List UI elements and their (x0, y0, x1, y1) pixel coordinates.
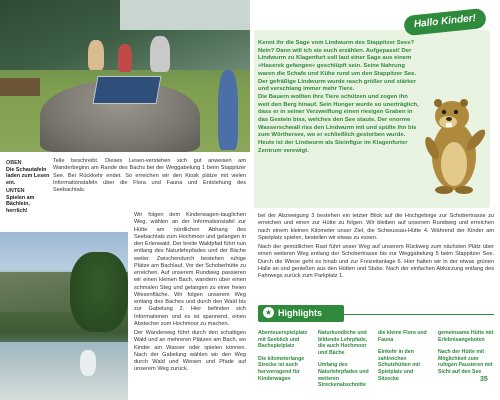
highlights-divider (344, 314, 494, 315)
photo-sky-area (120, 0, 250, 30)
star-icon: ★ (264, 308, 273, 317)
caption-label: OBEN (6, 160, 22, 166)
photo-stream (0, 342, 128, 400)
highlights-title: Highlights (278, 308, 322, 318)
photo-child (218, 70, 238, 150)
photo-stream-playing (0, 232, 128, 400)
kids-title-badge: Hallo Kinder! (403, 8, 487, 36)
highlight-item: die kleine Flora und Fauna (378, 330, 427, 343)
body-text-right (258, 213, 494, 282)
kids-story-text (258, 40, 420, 156)
highlights-column (258, 330, 314, 388)
paragraph: bei der Abzweigung 3 bestehen ein letzter Blick auf die Hochgebirge zur Schobertrasse zu erreichen und einen zur Hütte zu folgen. Wir bleiben auf unserem Rundweg und erreichen nach einem kleinen Kilometer unser Ziel, die Schwussau-Hütte 4. Während der Kinder am Spielplatz spielen, bestellen wir etwas zu essen. (258, 213, 494, 241)
highlight-item: gemeinsame Hütte mit Erlebnisangeboten (438, 330, 494, 343)
highlights-column (438, 330, 494, 382)
highlight-item: Umfang des Naturlehrpfades und weiteren Streckenabschnitte (318, 362, 369, 389)
body-text-left (53, 158, 246, 196)
page-number: 35 (480, 376, 488, 383)
paragraph: Nach der gemütlichen Rast führt unser Weg auf unserem Rückweg zum nächsten Plätz über einen weiteren Weg entlang der Schobertrasse bis zur Weggabelung 5 beim Stappitzer See. Durch die Wiese geht es hinab und zur Freizeitanlage 6. Hier halten wir in der etwas grünen Halle an und genießen aus den Hütten und Stube. Nach der einfachen Abkürzung entlang des Fahrwegs zurück zum Parkplatz 1. (258, 244, 494, 279)
caption-top (6, 160, 50, 186)
highlights-column (378, 330, 434, 388)
photo-person (80, 350, 96, 376)
photo-child (150, 36, 170, 72)
marmot-mascot-icon (418, 92, 488, 196)
paragraph: Teile beschreibt. Dieses Lesen-verstehen sich gut anweisen am Wanderbeginn am Rande des Bachs bei der Weggabelung 1 beim Stappitzer See. Bei Rückkehr endet. So erreichen wir den Kiosk plätze mit vielen Informationstafeln über die Flora und Fauna und Entstehung des Seebachtals. (53, 158, 246, 193)
photo-tree (70, 252, 128, 332)
highlight-item: Abenteuerspielplatz mit Seeblick und Bachspielplatz (258, 330, 308, 350)
kids-paragraph: Die Bauern wollten ihre Tiere schützen und zogen ihn weit den Berg hinauf. Sein Hunger wurde so unerträglich, dass er in seiner Verzweiflung einen riesigen Graben in das Gestein biss, welches den See staute. Der enorme Wasserschwall riss den Lindwurm mit und spülte ihn bis zum Wörthersee, wo er schließlich gestorben wurde. Heute ist der Lindwurm als Steinfigur im Klagenfurter Zentrum verewigt. (258, 93, 419, 154)
paragraph: Wir folgen dem Kinderwagen-tauglichen Weg, wählen an der Informationstafel zur Hütte am nördlichen Abhang des Seebachtals zum Hochmoor und gelangen in den Erlenwald. Der breite Waldpfad führt nun entlang des Naturlehrpfades und der Bäche weiter. Zwischendurch bestehen ruhige Plätze am Bachlauf. Vor der Schoberhütte zu erreichen. Auf unserem Rundweg passieren wir einen kleinen Bach, wandern über einen schmalen Steg und gelangen zu einer freien Wiesenfläche. Wir folgen unserem Weg entlang des Baches und durch den Wald bis zur Gabelung 2. Hier befinden sich Informationen und es ist spannend, einen Abstecher zum Hochmoor zu machen. (134, 212, 246, 327)
caption-text: Die Schautafeln laden zum Lesen ein. (6, 166, 50, 186)
caption-text: Spielen am Bächlein, herrlich! (6, 194, 35, 214)
kids-paragraph: Kennt ihr die Sage vom Lindwurm des Stappitzer Sees? Nein? Dann will ich sie euch erzählen. Aufgepasst! Der Lindwurm zu Klagenfurt soll laut einer Sage aus einem »Haserek gefangen« geschlüpft sein. Seine Nahrung waren die Schafe und Kühe rund um den Stappitzer See. Der gefräßige Lindwurm wurde rasch größer und stärker und verschlang immer mehr Tiere. (258, 40, 417, 93)
highlights-column (318, 330, 374, 395)
highlight-item: Nach der Hütte mit Möglichkeit zum ruhigen Pausieren mit Sicht auf den See (438, 349, 493, 375)
highlight-item: Naturkundliche und bildende Lehrpfade, die auch Hochmoor und Bäche (318, 330, 368, 356)
paragraph: Der Wanderweg führt durch den schattigen Wald und an mehreren Plätzen am Bach, wo Kinder am Wasser oder spielen können. Nach der Gabelung wählen wir den Weg durch Wald und Wiesen und Pfade auf unserem Weg zurück. (134, 330, 246, 373)
photo-schautafel-children (0, 0, 250, 152)
body-text-left-narrow (134, 212, 246, 376)
caption-label: UNTEN (6, 188, 25, 194)
highlight-item: Einkehr in den zahlreichen Schutzhütten mit Spielplatz und Sitzecke (378, 349, 421, 382)
caption-bottom (6, 188, 50, 214)
photo-child (88, 40, 104, 70)
photo-bench (0, 78, 40, 96)
highlights-heading (258, 305, 344, 322)
photo-child (118, 44, 132, 72)
highlight-item: Die kilometerlange Strecke ist auch hervorragend für Kinderwagen (258, 355, 305, 382)
photo-info-board (93, 76, 162, 104)
